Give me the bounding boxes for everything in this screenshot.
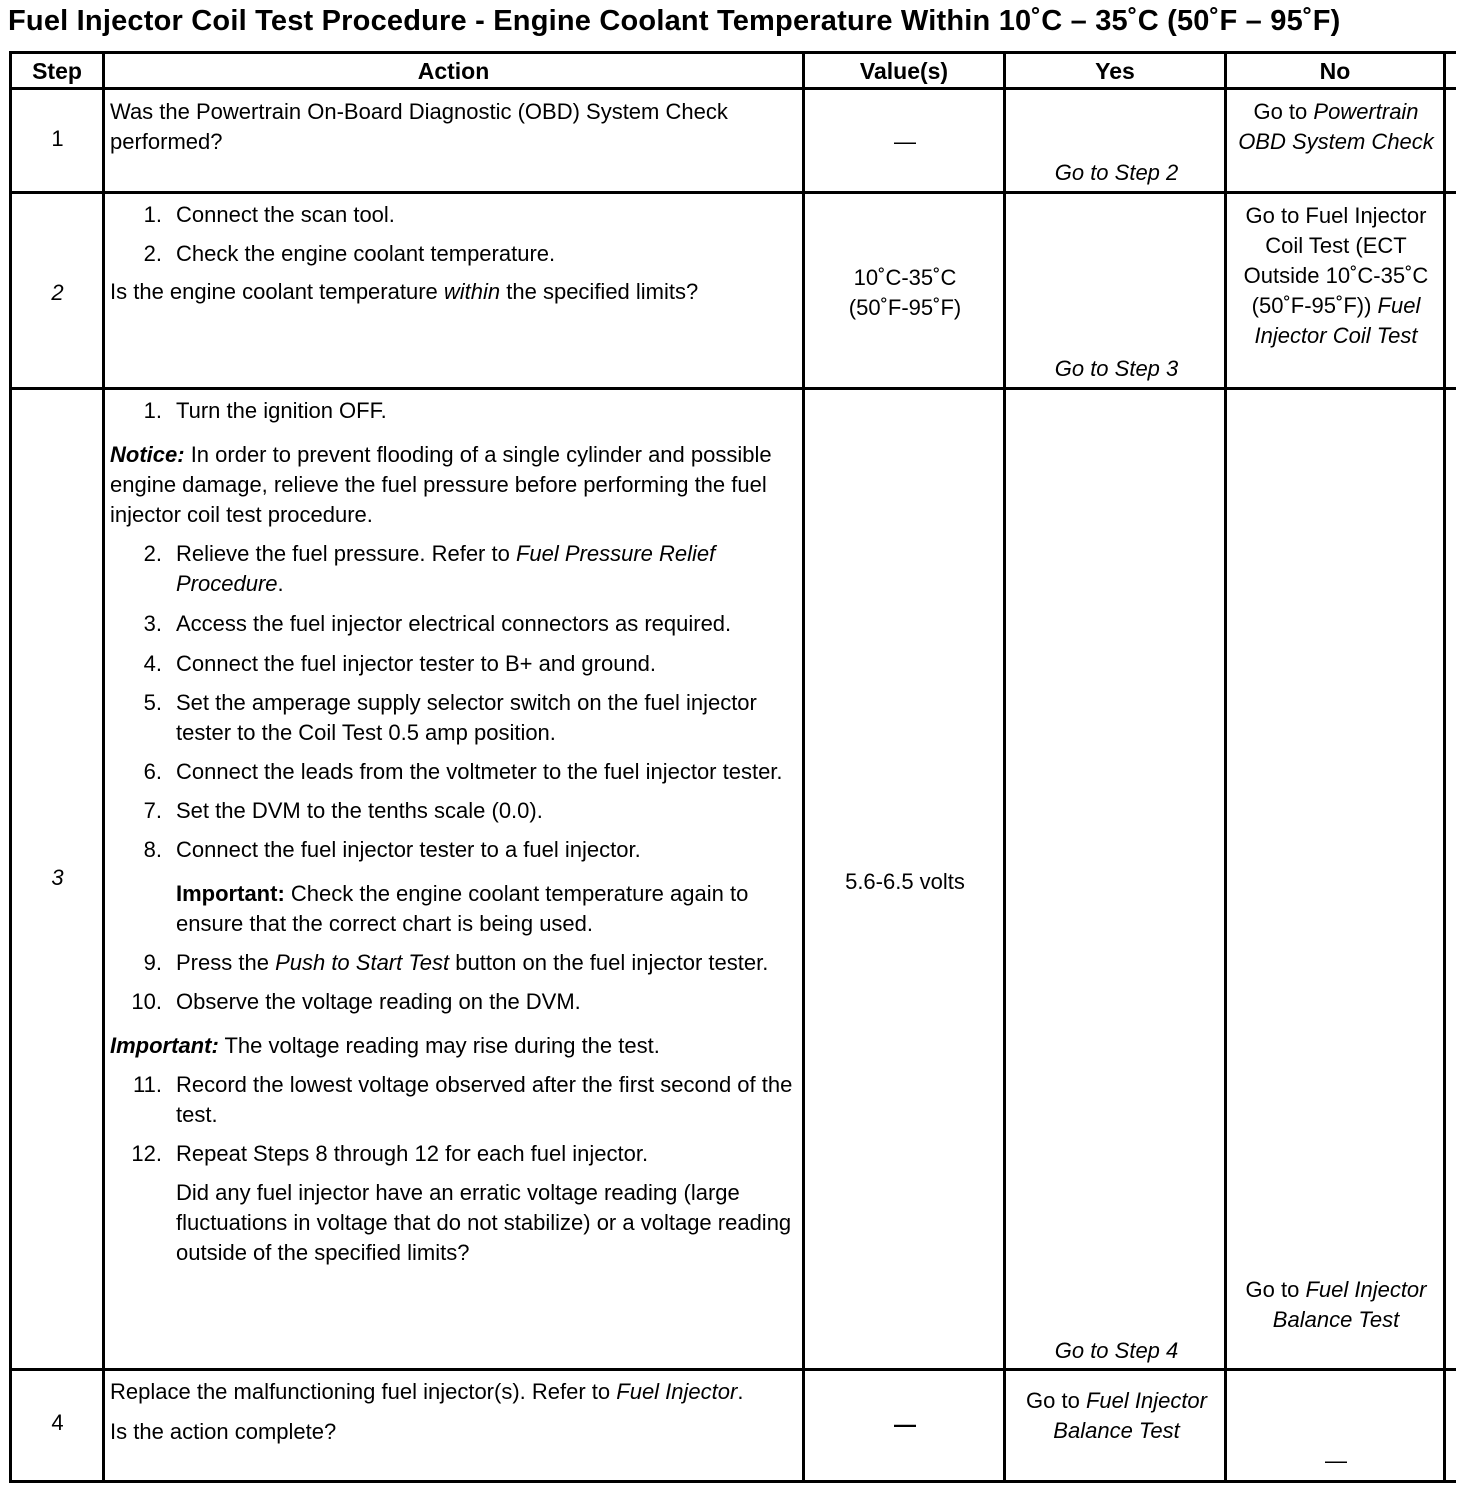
action-block [110, 396, 800, 1268]
step-number: 4 [51, 1410, 64, 1435]
header-action: Action [417, 58, 490, 84]
list-item: 4. Connect the fuel injector tester to B+ and ground. [143, 651, 657, 676]
list-item: 1. Turn the ignition OFF. [143, 398, 387, 423]
header-step: Step [32, 58, 82, 84]
yes-cell: Go to Step 2 [1054, 160, 1179, 185]
page-title: Fuel Injector Coil Test Procedure - Engine Coolant Temperature Within 10˚C – 35˚C (50˚F – 95˚F) [8, 5, 1341, 37]
list-item: 12. Repeat Steps 8 through 12 for each fuel injector. [131, 1141, 649, 1166]
action-text: Replace the malfunctioning fuel injector(s). Refer to Fuel Injector. [110, 1379, 744, 1404]
yes-prefix: Go to [1026, 1388, 1080, 1413]
question: Did any fuel injector have an erratic voltage reading (large fluctuations in voltage that do not stabilize) or a voltage reading outside of the specified limits? [176, 1180, 792, 1265]
list-item: 5. Set the amperage supply selector switch on the fuel injector tester to the Coil Test 0.5 amp position. [143, 690, 757, 745]
action-block [110, 200, 800, 307]
notice: Notice: In order to prevent flooding of a single cylinder and possible engine damage, relieve the fuel pressure before performing the fuel injector coil test procedure. [110, 442, 772, 527]
list-item: 3. Access the fuel injector electrical connectors as required. [143, 611, 732, 636]
yes-cell: Go to Step 3 [1054, 356, 1179, 381]
step-number: 3 [51, 865, 64, 890]
header-values: Value(s) [859, 58, 949, 84]
no-text: Go to Fuel Injector Coil Test (ECT Outside 10˚C-35˚C (50˚F-95˚F)) [1243, 203, 1429, 318]
no-prefix: Go to [1253, 99, 1308, 124]
no-cell [1229, 201, 1443, 351]
list-item: 11. Record the lowest voltage observed after the first second of the test. [133, 1072, 793, 1127]
value-cell: 10˚C-35˚C (50˚F-95˚F) [848, 265, 962, 320]
list-item: 2. Relieve the fuel pressure. Refer to Fuel Pressure Relief Procedure. [143, 541, 716, 596]
step-number: 1 [51, 126, 64, 151]
yes-link: Fuel Injector Balance Test [1053, 1388, 1207, 1443]
important-note: Important: Check the engine coolant temperature again to ensure that the correct chart is being used. [176, 881, 749, 936]
value-cell: — [894, 1412, 916, 1437]
value-cell: 5.6-6.5 volts [845, 869, 965, 894]
important-note: Important: The voltage reading may rise during the test. [110, 1033, 660, 1058]
list-item: 1. Connect the scan tool. [143, 202, 395, 227]
list-item: 10. Observe the voltage reading on the DVM. [131, 989, 581, 1014]
no-link: Powertrain OBD System Check [1238, 99, 1434, 154]
yes-cell [1007, 1386, 1226, 1446]
value-cell: — [894, 129, 916, 154]
no-cell: — [1325, 1448, 1347, 1473]
list-item: 6. Connect the leads from the voltmeter to the fuel injector tester. [143, 759, 783, 784]
list-item: 2. Check the engine coolant temperature. [143, 241, 556, 266]
step-number: 2 [51, 280, 64, 305]
no-cell [1229, 1275, 1443, 1335]
question: Is the action complete? [110, 1419, 337, 1444]
header-no: No [1319, 58, 1351, 84]
list-item: 9. Press the Push to Start Test button on the fuel injector tester. [143, 950, 769, 975]
action-text: Was the Powertrain On-Board Diagnostic (OBD) System Check performed? [110, 99, 728, 154]
yes-cell: Go to Step 4 [1054, 1338, 1179, 1363]
list-item: 7. Set the DVM to the tenths scale (0.0). [143, 798, 543, 823]
no-prefix: Go to [1245, 1277, 1300, 1302]
list-item: 8. Connect the fuel injector tester to a fuel injector. [143, 837, 641, 862]
no-link: Fuel Injector Balance Test [1272, 1277, 1427, 1332]
question: Is the engine coolant temperature within the specified limits? [110, 279, 699, 304]
no-cell [1229, 97, 1443, 157]
no-link: Fuel Injector Coil Test [1254, 293, 1421, 348]
header-yes: Yes [1095, 58, 1135, 84]
action-block [110, 1377, 800, 1447]
